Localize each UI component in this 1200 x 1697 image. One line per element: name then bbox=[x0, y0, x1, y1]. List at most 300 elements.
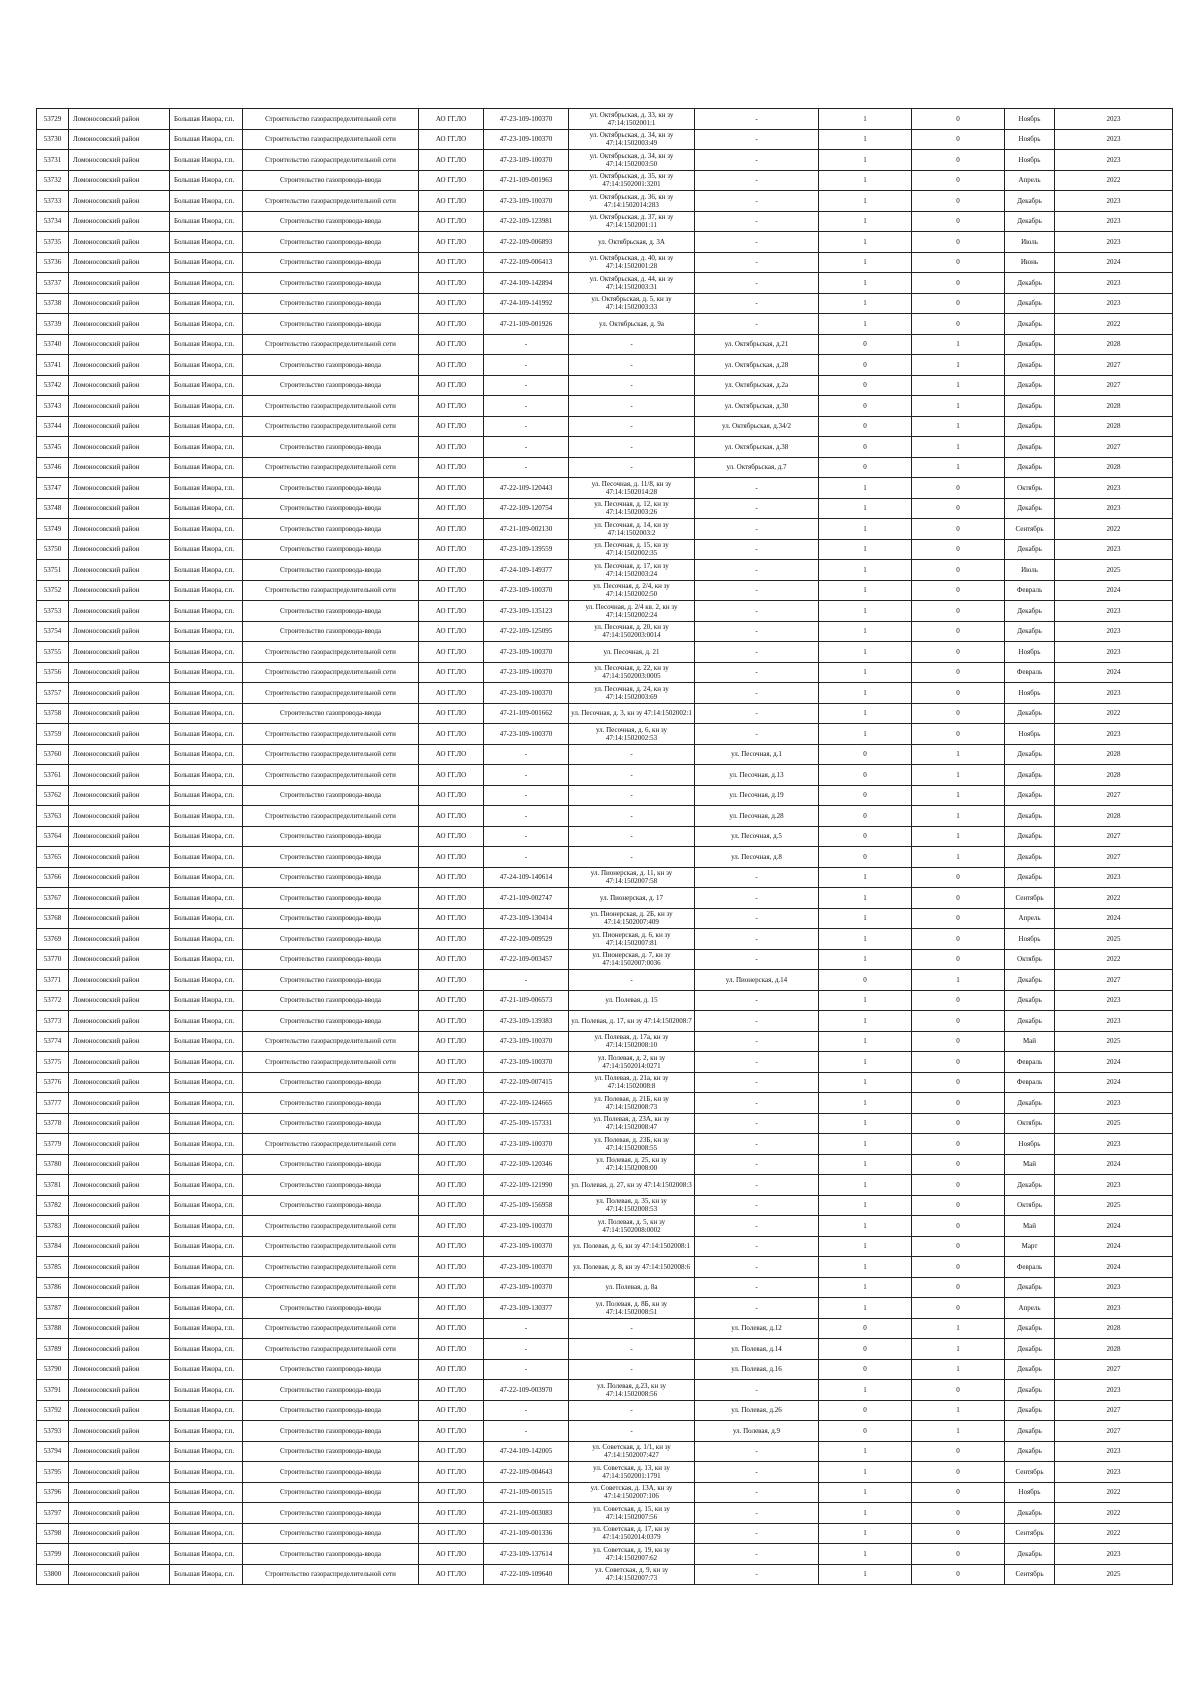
record-number-cell: 53752 bbox=[37, 580, 69, 601]
object-address-cell: - bbox=[695, 1093, 819, 1114]
month-cell: Декабрь bbox=[1005, 1359, 1055, 1380]
record-number-cell: 53786 bbox=[37, 1277, 69, 1298]
month-cell: Октябрь bbox=[1005, 949, 1055, 970]
month-cell: Февраль bbox=[1005, 662, 1055, 683]
year-cell: 2023 bbox=[1055, 498, 1173, 519]
flag-one-cell: 1 bbox=[819, 273, 912, 294]
work-type-cell: Строительство газопровода-ввода bbox=[243, 519, 419, 540]
table-row bbox=[37, 1052, 1173, 1073]
settlement-cell: Большая Ижора, г.п. bbox=[170, 1482, 243, 1503]
year-cell: 2024 bbox=[1055, 662, 1173, 683]
table-row bbox=[37, 806, 1173, 827]
cadastral-address-cell: ул. Полевая, д. 21Б, кн зу 47:14:1502008:73 bbox=[569, 1093, 695, 1114]
flag-two-cell: 1 bbox=[912, 785, 1005, 806]
flag-two-cell: 0 bbox=[912, 1298, 1005, 1319]
month-cell: Декабрь bbox=[1005, 1093, 1055, 1114]
object-address-cell: - bbox=[695, 662, 819, 683]
application-number-cell: 47-23-109-100370 bbox=[484, 1236, 569, 1257]
cadastral-address-cell: - bbox=[569, 744, 695, 765]
organization-cell: АО ГГ.ЛО bbox=[419, 949, 484, 970]
application-number-cell: 47-23-109-100370 bbox=[484, 1277, 569, 1298]
settlement-cell: Большая Ижора, г.п. bbox=[170, 1175, 243, 1196]
flag-one-cell: 1 bbox=[819, 1482, 912, 1503]
application-number-cell: 47-22-109-109640 bbox=[484, 1564, 569, 1585]
settlement-cell: Большая Ижора, г.п. bbox=[170, 1462, 243, 1483]
flag-two-cell: 0 bbox=[912, 724, 1005, 745]
year-cell: 2024 bbox=[1055, 1236, 1173, 1257]
month-cell: Сентябрь bbox=[1005, 1462, 1055, 1483]
work-type-cell: Строительство газораспределительной сети bbox=[243, 1216, 419, 1237]
object-address-cell: - bbox=[695, 1154, 819, 1175]
settlement-cell: Большая Ижора, г.п. bbox=[170, 478, 243, 499]
organization-cell: АО ГГ.ЛО bbox=[419, 129, 484, 150]
month-cell: Декабрь bbox=[1005, 1011, 1055, 1032]
month-cell: Октябрь bbox=[1005, 478, 1055, 499]
district-cell: Ломоносовский район bbox=[69, 847, 170, 868]
district-cell: Ломоносовский район bbox=[69, 129, 170, 150]
object-address-cell: ул. Пионерская, д.14 bbox=[695, 970, 819, 991]
cadastral-address-cell: - bbox=[569, 375, 695, 396]
record-number-cell: 53742 bbox=[37, 375, 69, 396]
application-number-cell: 47-22-109-006893 bbox=[484, 232, 569, 253]
month-cell: Декабрь bbox=[1005, 498, 1055, 519]
flag-two-cell: 0 bbox=[912, 888, 1005, 909]
work-type-cell: Строительство газопровода-ввода bbox=[243, 273, 419, 294]
flag-one-cell: 1 bbox=[819, 1503, 912, 1524]
cadastral-address-cell: ул. Песочная, д. 6, кн зу 47:14:1502002:53 bbox=[569, 724, 695, 745]
cadastral-address-cell: ул. Пионерская, д. 2Б, кн зу 47:14:1502007:409 bbox=[569, 908, 695, 929]
month-cell: Июль bbox=[1005, 232, 1055, 253]
cadastral-address-cell: ул. Советская, д. 13, кн зу 47:14:1502001:1791 bbox=[569, 1462, 695, 1483]
year-cell: 2024 bbox=[1055, 1216, 1173, 1237]
flag-two-cell: 0 bbox=[912, 150, 1005, 171]
month-cell: Декабрь bbox=[1005, 1380, 1055, 1401]
record-number-cell: 53741 bbox=[37, 355, 69, 376]
application-number-cell: 47-22-109-123981 bbox=[484, 211, 569, 232]
year-cell: 2028 bbox=[1055, 334, 1173, 355]
month-cell: Декабрь bbox=[1005, 539, 1055, 560]
flag-one-cell: 1 bbox=[819, 1113, 912, 1134]
object-address-cell: - bbox=[695, 1564, 819, 1585]
table-row bbox=[37, 1380, 1173, 1401]
table-row bbox=[37, 1503, 1173, 1524]
object-address-cell: - bbox=[695, 724, 819, 745]
settlement-cell: Большая Ижора, г.п. bbox=[170, 1195, 243, 1216]
object-address-cell: - bbox=[695, 1544, 819, 1565]
flag-one-cell: 1 bbox=[819, 601, 912, 622]
flag-one-cell: 1 bbox=[819, 211, 912, 232]
district-cell: Ломоносовский район bbox=[69, 109, 170, 130]
organization-cell: АО ГГ.ЛО bbox=[419, 1134, 484, 1155]
organization-cell: АО ГГ.ЛО bbox=[419, 150, 484, 171]
flag-two-cell: 0 bbox=[912, 560, 1005, 581]
settlement-cell: Большая Ижора, г.п. bbox=[170, 1031, 243, 1052]
flag-two-cell: 0 bbox=[912, 211, 1005, 232]
year-cell: 2023 bbox=[1055, 1298, 1173, 1319]
flag-two-cell: 1 bbox=[912, 437, 1005, 458]
record-number-cell: 53743 bbox=[37, 396, 69, 417]
table-row bbox=[37, 1318, 1173, 1339]
flag-two-cell: 0 bbox=[912, 621, 1005, 642]
district-cell: Ломоносовский район bbox=[69, 867, 170, 888]
record-number-cell: 53768 bbox=[37, 908, 69, 929]
year-cell: 2027 bbox=[1055, 437, 1173, 458]
flag-two-cell: 0 bbox=[912, 990, 1005, 1011]
record-number-cell: 53756 bbox=[37, 662, 69, 683]
district-cell: Ломоносовский район bbox=[69, 724, 170, 745]
flag-one-cell: 0 bbox=[819, 396, 912, 417]
flag-two-cell: 0 bbox=[912, 703, 1005, 724]
object-address-cell: - bbox=[695, 252, 819, 273]
year-cell: 2028 bbox=[1055, 457, 1173, 478]
object-address-cell: - bbox=[695, 621, 819, 642]
object-address-cell: - bbox=[695, 1052, 819, 1073]
work-type-cell: Строительство газораспределительной сети bbox=[243, 1031, 419, 1052]
flag-two-cell: 0 bbox=[912, 1257, 1005, 1278]
flag-one-cell: 1 bbox=[819, 1564, 912, 1585]
organization-cell: АО ГГ.ЛО bbox=[419, 580, 484, 601]
cadastral-address-cell: - bbox=[569, 785, 695, 806]
application-number-cell: 47-22-109-003457 bbox=[484, 949, 569, 970]
application-number-cell: - bbox=[484, 396, 569, 417]
record-number-cell: 53788 bbox=[37, 1318, 69, 1339]
work-type-cell: Строительство газопровода-ввода bbox=[243, 1195, 419, 1216]
flag-one-cell: 0 bbox=[819, 1318, 912, 1339]
work-type-cell: Строительство газопровода-ввода bbox=[243, 1175, 419, 1196]
object-address-cell: ул. Полевая, д.16 bbox=[695, 1359, 819, 1380]
month-cell: Декабрь bbox=[1005, 806, 1055, 827]
object-address-cell: ул. Песочная, д.5 bbox=[695, 826, 819, 847]
work-type-cell: Строительство газораспределительной сети bbox=[243, 662, 419, 683]
application-number-cell: 47-23-109-100370 bbox=[484, 642, 569, 663]
year-cell: 2024 bbox=[1055, 908, 1173, 929]
flag-two-cell: 1 bbox=[912, 396, 1005, 417]
organization-cell: АО ГГ.ЛО bbox=[419, 109, 484, 130]
table-row bbox=[37, 580, 1173, 601]
flag-one-cell: 0 bbox=[819, 744, 912, 765]
cadastral-address-cell: ул. Полевая, д. 2, кн зу 47:14:1502014:0271 bbox=[569, 1052, 695, 1073]
table-row bbox=[37, 129, 1173, 150]
settlement-cell: Большая Ижора, г.п. bbox=[170, 129, 243, 150]
object-address-cell: - bbox=[695, 232, 819, 253]
year-cell: 2023 bbox=[1055, 1134, 1173, 1155]
work-type-cell: Строительство газораспределительной сети bbox=[243, 334, 419, 355]
organization-cell: АО ГГ.ЛО bbox=[419, 826, 484, 847]
object-address-cell: ул. Песочная, д.19 bbox=[695, 785, 819, 806]
settlement-cell: Большая Ижора, г.п. bbox=[170, 1257, 243, 1278]
object-address-cell: - bbox=[695, 1523, 819, 1544]
cadastral-address-cell: - bbox=[569, 334, 695, 355]
settlement-cell: Большая Ижора, г.п. bbox=[170, 314, 243, 335]
month-cell: Декабрь bbox=[1005, 457, 1055, 478]
settlement-cell: Большая Ижора, г.п. bbox=[170, 970, 243, 991]
settlement-cell: Большая Ижора, г.п. bbox=[170, 109, 243, 130]
application-number-cell: 47-22-109-125095 bbox=[484, 621, 569, 642]
work-type-cell: Строительство газопровода-ввода bbox=[243, 1093, 419, 1114]
work-type-cell: Строительство газораспределительной сети bbox=[243, 724, 419, 745]
flag-one-cell: 1 bbox=[819, 724, 912, 745]
flag-two-cell: 0 bbox=[912, 1011, 1005, 1032]
record-number-cell: 53793 bbox=[37, 1421, 69, 1442]
flag-two-cell: 1 bbox=[912, 744, 1005, 765]
work-type-cell: Строительство газораспределительной сети bbox=[243, 457, 419, 478]
record-number-cell: 53766 bbox=[37, 867, 69, 888]
work-type-cell: Строительство газопровода-ввода bbox=[243, 949, 419, 970]
month-cell: Июнь bbox=[1005, 252, 1055, 273]
settlement-cell: Большая Ижора, г.п. bbox=[170, 437, 243, 458]
district-cell: Ломоносовский район bbox=[69, 375, 170, 396]
flag-two-cell: 1 bbox=[912, 1318, 1005, 1339]
cadastral-address-cell: ул. Советская, д. 17, кн зу 47:14:1502014:0379 bbox=[569, 1523, 695, 1544]
district-cell: Ломоносовский район bbox=[69, 1257, 170, 1278]
application-number-cell: 47-23-109-130414 bbox=[484, 908, 569, 929]
year-cell: 2023 bbox=[1055, 642, 1173, 663]
application-number-cell: 47-22-109-120754 bbox=[484, 498, 569, 519]
organization-cell: АО ГГ.ЛО bbox=[419, 785, 484, 806]
record-number-cell: 53737 bbox=[37, 273, 69, 294]
flag-one-cell: 1 bbox=[819, 252, 912, 273]
application-number-cell: 47-22-109-007415 bbox=[484, 1072, 569, 1093]
work-type-cell: Строительство газораспределительной сети bbox=[243, 109, 419, 130]
object-address-cell: - bbox=[695, 1298, 819, 1319]
record-number-cell: 53767 bbox=[37, 888, 69, 909]
flag-one-cell: 1 bbox=[819, 1011, 912, 1032]
year-cell: 2023 bbox=[1055, 867, 1173, 888]
settlement-cell: Большая Ижора, г.п. bbox=[170, 1093, 243, 1114]
month-cell: Май bbox=[1005, 1216, 1055, 1237]
organization-cell: АО ГГ.ЛО bbox=[419, 1195, 484, 1216]
cadastral-address-cell: ул. Полевая, д. 23А, кн зу 47:14:1502008:47 bbox=[569, 1113, 695, 1134]
settlement-cell: Большая Ижора, г.п. bbox=[170, 1134, 243, 1155]
settlement-cell: Большая Ижора, г.п. bbox=[170, 662, 243, 683]
flag-two-cell: 0 bbox=[912, 1093, 1005, 1114]
month-cell: Сентябрь bbox=[1005, 1523, 1055, 1544]
year-cell: 2023 bbox=[1055, 1462, 1173, 1483]
work-type-cell: Строительство газораспределительной сети bbox=[243, 396, 419, 417]
work-type-cell: Строительство газопровода-ввода bbox=[243, 539, 419, 560]
work-type-cell: Строительство газопровода-ввода bbox=[243, 703, 419, 724]
work-type-cell: Строительство газопровода-ввода bbox=[243, 293, 419, 314]
work-type-cell: Строительство газораспределительной сети bbox=[243, 744, 419, 765]
year-cell: 2023 bbox=[1055, 478, 1173, 499]
settlement-cell: Большая Ижора, г.п. bbox=[170, 621, 243, 642]
year-cell: 2028 bbox=[1055, 806, 1173, 827]
object-address-cell: - bbox=[695, 949, 819, 970]
flag-two-cell: 1 bbox=[912, 970, 1005, 991]
flag-two-cell: 0 bbox=[912, 252, 1005, 273]
cadastral-address-cell: ул. Советская, д. 1/1, кн зу 47:14:1502007:427 bbox=[569, 1441, 695, 1462]
table-row bbox=[37, 1031, 1173, 1052]
object-address-cell: - bbox=[695, 1277, 819, 1298]
object-address-cell: ул. Полевая, д.9 bbox=[695, 1421, 819, 1442]
organization-cell: АО ГГ.ЛО bbox=[419, 1339, 484, 1360]
year-cell: 2023 bbox=[1055, 1441, 1173, 1462]
district-cell: Ломоносовский район bbox=[69, 1503, 170, 1524]
cadastral-address-cell: ул. Песочная, д. 24, кн зу 47:14:1502003:69 bbox=[569, 683, 695, 704]
year-cell: 2027 bbox=[1055, 826, 1173, 847]
object-address-cell: - bbox=[695, 990, 819, 1011]
table-row bbox=[37, 1462, 1173, 1483]
organization-cell: АО ГГ.ЛО bbox=[419, 437, 484, 458]
table-row bbox=[37, 867, 1173, 888]
flag-one-cell: 0 bbox=[819, 1339, 912, 1360]
year-cell: 2028 bbox=[1055, 396, 1173, 417]
record-number-cell: 53772 bbox=[37, 990, 69, 1011]
month-cell: Декабрь bbox=[1005, 990, 1055, 1011]
flag-one-cell: 1 bbox=[819, 990, 912, 1011]
organization-cell: АО ГГ.ЛО bbox=[419, 1298, 484, 1319]
application-number-cell: 47-23-109-100370 bbox=[484, 662, 569, 683]
flag-two-cell: 1 bbox=[912, 765, 1005, 786]
district-cell: Ломоносовский район bbox=[69, 1113, 170, 1134]
organization-cell: АО ГГ.ЛО bbox=[419, 1421, 484, 1442]
object-address-cell: - bbox=[695, 1503, 819, 1524]
record-number-cell: 53735 bbox=[37, 232, 69, 253]
cadastral-address-cell: ул. Песочная, д. 20, кн зу 47:14:1502003:0014 bbox=[569, 621, 695, 642]
object-address-cell: - bbox=[695, 1113, 819, 1134]
month-cell: Апрель bbox=[1005, 908, 1055, 929]
organization-cell: АО ГГ.ЛО bbox=[419, 355, 484, 376]
flag-one-cell: 1 bbox=[819, 1257, 912, 1278]
cadastral-address-cell: ул. Полевая, д. 8, кн зу 47:14:1502008:6 bbox=[569, 1257, 695, 1278]
year-cell: 2025 bbox=[1055, 560, 1173, 581]
table-row bbox=[37, 683, 1173, 704]
flag-one-cell: 1 bbox=[819, 1195, 912, 1216]
flag-one-cell: 1 bbox=[819, 519, 912, 540]
work-type-cell: Строительство газопровода-ввода bbox=[243, 1523, 419, 1544]
month-cell: Декабрь bbox=[1005, 437, 1055, 458]
table-row bbox=[37, 744, 1173, 765]
settlement-cell: Большая Ижора, г.п. bbox=[170, 498, 243, 519]
object-address-cell: - bbox=[695, 683, 819, 704]
object-address-cell: ул. Песочная, д.28 bbox=[695, 806, 819, 827]
organization-cell: АО ГГ.ЛО bbox=[419, 1544, 484, 1565]
flag-two-cell: 0 bbox=[912, 232, 1005, 253]
cadastral-address-cell: ул. Октябрьская, д. 40, кн зу 47:14:1502001:28 bbox=[569, 252, 695, 273]
table-row bbox=[37, 355, 1173, 376]
application-number-cell: - bbox=[484, 1421, 569, 1442]
object-address-cell: - bbox=[695, 929, 819, 950]
record-number-cell: 53785 bbox=[37, 1257, 69, 1278]
month-cell: Ноябрь bbox=[1005, 150, 1055, 171]
table-row bbox=[37, 703, 1173, 724]
table-row bbox=[37, 1216, 1173, 1237]
flag-one-cell: 0 bbox=[819, 806, 912, 827]
object-address-cell: - bbox=[695, 1257, 819, 1278]
month-cell: Декабрь bbox=[1005, 867, 1055, 888]
record-number-cell: 53796 bbox=[37, 1482, 69, 1503]
year-cell: 2024 bbox=[1055, 1052, 1173, 1073]
application-number-cell: - bbox=[484, 457, 569, 478]
district-cell: Ломоносовский район bbox=[69, 150, 170, 171]
cadastral-address-cell: ул. Полевая, д. 23Б, кн зу 47:14:1502008:55 bbox=[569, 1134, 695, 1155]
work-type-cell: Строительство газопровода-ввода bbox=[243, 1011, 419, 1032]
month-cell: Декабрь bbox=[1005, 293, 1055, 314]
year-cell: 2023 bbox=[1055, 1277, 1173, 1298]
district-cell: Ломоносовский район bbox=[69, 949, 170, 970]
cadastral-address-cell: - bbox=[569, 1421, 695, 1442]
month-cell: Декабрь bbox=[1005, 396, 1055, 417]
flag-two-cell: 0 bbox=[912, 949, 1005, 970]
table-row bbox=[37, 1277, 1173, 1298]
table-row bbox=[37, 150, 1173, 171]
record-number-cell: 53781 bbox=[37, 1175, 69, 1196]
district-cell: Ломоносовский район bbox=[69, 826, 170, 847]
month-cell: Декабрь bbox=[1005, 211, 1055, 232]
organization-cell: АО ГГ.ЛО bbox=[419, 1113, 484, 1134]
district-cell: Ломоносовский район bbox=[69, 478, 170, 499]
application-number-cell: 47-23-109-100370 bbox=[484, 1216, 569, 1237]
work-type-cell: Строительство газопровода-ввода bbox=[243, 170, 419, 191]
work-type-cell: Строительство газораспределительной сети bbox=[243, 642, 419, 663]
work-type-cell: Строительство газопровода-ввода bbox=[243, 929, 419, 950]
application-number-cell: 47-21-109-003083 bbox=[484, 1503, 569, 1524]
settlement-cell: Большая Ижора, г.п. bbox=[170, 867, 243, 888]
work-type-cell: Строительство газопровода-ввода bbox=[243, 1441, 419, 1462]
month-cell: Декабрь bbox=[1005, 1544, 1055, 1565]
record-number-cell: 53762 bbox=[37, 785, 69, 806]
object-address-cell: - bbox=[695, 1482, 819, 1503]
object-address-cell: - bbox=[695, 150, 819, 171]
application-number-cell: - bbox=[484, 334, 569, 355]
application-number-cell: 47-22-109-120346 bbox=[484, 1154, 569, 1175]
district-cell: Ломоносовский район bbox=[69, 785, 170, 806]
flag-two-cell: 0 bbox=[912, 1503, 1005, 1524]
flag-two-cell: 0 bbox=[912, 1462, 1005, 1483]
month-cell: Декабрь bbox=[1005, 1441, 1055, 1462]
flag-two-cell: 0 bbox=[912, 642, 1005, 663]
district-cell: Ломоносовский район bbox=[69, 498, 170, 519]
settlement-cell: Большая Ижора, г.п. bbox=[170, 273, 243, 294]
work-type-cell: Строительство газораспределительной сети bbox=[243, 1277, 419, 1298]
application-number-cell: - bbox=[484, 744, 569, 765]
work-type-cell: Строительство газопровода-ввода bbox=[243, 1298, 419, 1319]
month-cell: Декабрь bbox=[1005, 826, 1055, 847]
flag-one-cell: 1 bbox=[819, 1216, 912, 1237]
application-number-cell: 47-23-109-100370 bbox=[484, 191, 569, 212]
application-number-cell: - bbox=[484, 437, 569, 458]
work-type-cell: Строительство газопровода-ввода bbox=[243, 826, 419, 847]
object-address-cell: - bbox=[695, 1236, 819, 1257]
application-number-cell: 47-24-109-142894 bbox=[484, 273, 569, 294]
organization-cell: АО ГГ.ЛО bbox=[419, 396, 484, 417]
flag-two-cell: 0 bbox=[912, 1380, 1005, 1401]
year-cell: 2023 bbox=[1055, 539, 1173, 560]
work-type-cell: Строительство газопровода-ввода bbox=[243, 498, 419, 519]
flag-one-cell: 1 bbox=[819, 1523, 912, 1544]
work-type-cell: Строительство газопровода-ввода bbox=[243, 560, 419, 581]
flag-one-cell: 1 bbox=[819, 539, 912, 560]
application-number-cell: 47-21-109-001336 bbox=[484, 1523, 569, 1544]
month-cell: Декабрь bbox=[1005, 1503, 1055, 1524]
flag-two-cell: 0 bbox=[912, 1523, 1005, 1544]
flag-one-cell: 1 bbox=[819, 1277, 912, 1298]
table-row bbox=[37, 1421, 1173, 1442]
district-cell: Ломоносовский район bbox=[69, 437, 170, 458]
table-row bbox=[37, 1236, 1173, 1257]
year-cell: 2022 bbox=[1055, 888, 1173, 909]
flag-two-cell: 0 bbox=[912, 478, 1005, 499]
flag-one-cell: 1 bbox=[819, 1093, 912, 1114]
flag-one-cell: 1 bbox=[819, 478, 912, 499]
flag-one-cell: 1 bbox=[819, 191, 912, 212]
year-cell: 2023 bbox=[1055, 683, 1173, 704]
work-type-cell: Строительство газораспределительной сети bbox=[243, 806, 419, 827]
year-cell: 2028 bbox=[1055, 1318, 1173, 1339]
year-cell: 2023 bbox=[1055, 232, 1173, 253]
application-number-cell: 47-24-109-141992 bbox=[484, 293, 569, 314]
cadastral-address-cell: ул. Октябрьская, д. 36, кн зу 47:14:1502014:283 bbox=[569, 191, 695, 212]
